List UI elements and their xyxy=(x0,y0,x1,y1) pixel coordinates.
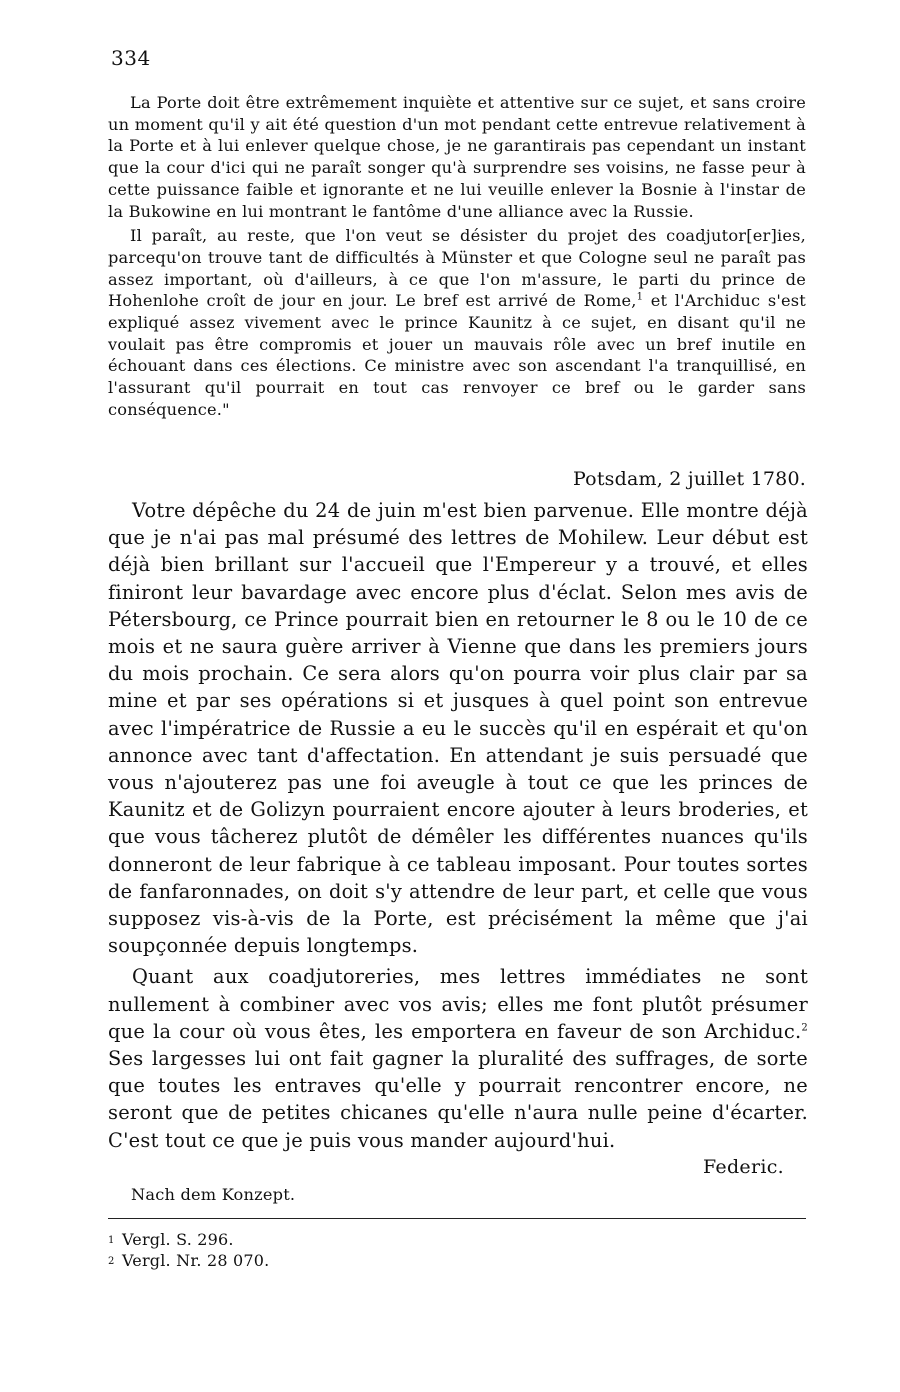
source-note: Nach dem Konzept. xyxy=(131,1185,296,1204)
page-number: 334 xyxy=(111,46,151,70)
footnote-text: Vergl. S. 296. xyxy=(122,1230,234,1249)
letter-paragraph-text: Votre dépêche du 24 de juin m'est bien parvenue. Elle montre déjà que je n'ai pas mal présumé des lettres de Mohilew. Leur début est déjà bien brillant sur l'accueil que l'Empereur y a trouvé, et elles finiront leur bavardage avec encore plus d'éclat. Selon mes avis de Pétersbourg, ce Prince pourrait bien en retourner le 8 ou le 10 de ce mois et ne saura guère arriver à Vienne que dans les premiers jours du mois prochain. Ce sera alors qu'on pourra voir plus clair par sa mine et par ses opérations si et jusques à quel point son entrevue avec l'impératrice de Russie a eu le succès qu'il en espérait et qu'on annonce avec tant d'affectation. En attendant je suis persuadé que vous n'ajouterez pas une foi aveugle à tout ce que les princes de Kaunitz et de Golizyn pourraient encore ajouter à leurs broderies, et que vous tâcherez plutôt de démêler les différentes nuances qu'ils donneront de leur fabrique à ce tableau imposant. Pour toutes sortes de fanfaronnades, on doit s'y attendre de leur part, et celle que vous supposez vis-à-vis de la Porte, est précisément la même que j'ai soupçonnée depuis longtemps. xyxy=(108,499,808,958)
footnote-mark: 1 xyxy=(108,1235,115,1246)
letter-body xyxy=(108,497,808,1154)
dateline: Potsdam, 2 juillet 1780. xyxy=(572,468,806,490)
footnote xyxy=(108,1250,269,1271)
letter-paragraph xyxy=(108,963,808,1153)
quoted-paragraph xyxy=(108,92,806,222)
quoted-paragraph-text: La Porte doit être extrêmement inquiète et attentive sur ce sujet, et sans croire un moment qu'il y ait été question d'un mot pendant cette entrevue relativement à la Porte et à lui enlever quelque chose, je ne garantirais pas cependant un instant que la cour d'ici qui ne paraît songer qu'à surprendre ses voisins, ne fasse peur à cette puissance faible et ignorante et ne lui veuille enlever la Bosnie à l'instar de la Bukowine en lui montrant le fantôme d'une alliance avec la Russie. xyxy=(108,93,806,221)
footnote-mark: 2 xyxy=(108,1256,115,1267)
footnote-text: Vergl. Nr. 28 070. xyxy=(122,1251,270,1270)
footnote-divider xyxy=(108,1218,806,1219)
letter-paragraph-text: Ses largesses lui ont fait gagner la pluralité des suffrages, de sorte que toutes les entraves qu'elle y pourrait rencontrer encore, ne seront que de petites chicanes qu'elle n'aura nulle peine d'écarter. C'est tout ce que je puis vous mander aujourd'hui. xyxy=(108,1047,808,1152)
footnote xyxy=(108,1229,269,1250)
footnote-reference: 1 xyxy=(636,291,644,303)
signature: Federic. xyxy=(702,1156,784,1178)
quoted-report xyxy=(108,92,806,421)
quoted-paragraph-text: et l'Archiduc s'est expliqué assez vivement avec le prince Kaunitz à ce sujet, en disant qu'il ne voulait pas être compromis et jouer un mauvais rôle avec un bref inutile en échouant dans ces élections. Ce ministre avec son ascendant l'a tranquillisé, en l'assurant qu'il pourrait en tout cas renvoyer ce bref ou le garder sans conséquence." xyxy=(108,291,806,419)
quoted-paragraph xyxy=(108,225,806,420)
quoted-paragraph-text: Il paraît, au reste, que l'on veut se désister du projet des coadjutor[er]ies, parcequ'on trouve tant de difficultés à Münster et que Cologne seul ne paraît pas assez important, où d'ailleurs, à ce que l'on m'assure, le parti du prince de Hohenlohe croît de jour en jour. Le bref est arrivé de Rome, xyxy=(108,226,806,311)
footnotes xyxy=(108,1229,269,1271)
letter-paragraph-text: Quant aux coadjutoreries, mes lettres immédiates ne sont nullement à combiner avec vos avis; elles me font plutôt présumer que la cour où vous êtes, les emportera en faveur de son Archiduc. xyxy=(108,965,808,1043)
letter-paragraph xyxy=(108,497,808,959)
footnote-reference: 2 xyxy=(801,1022,808,1034)
